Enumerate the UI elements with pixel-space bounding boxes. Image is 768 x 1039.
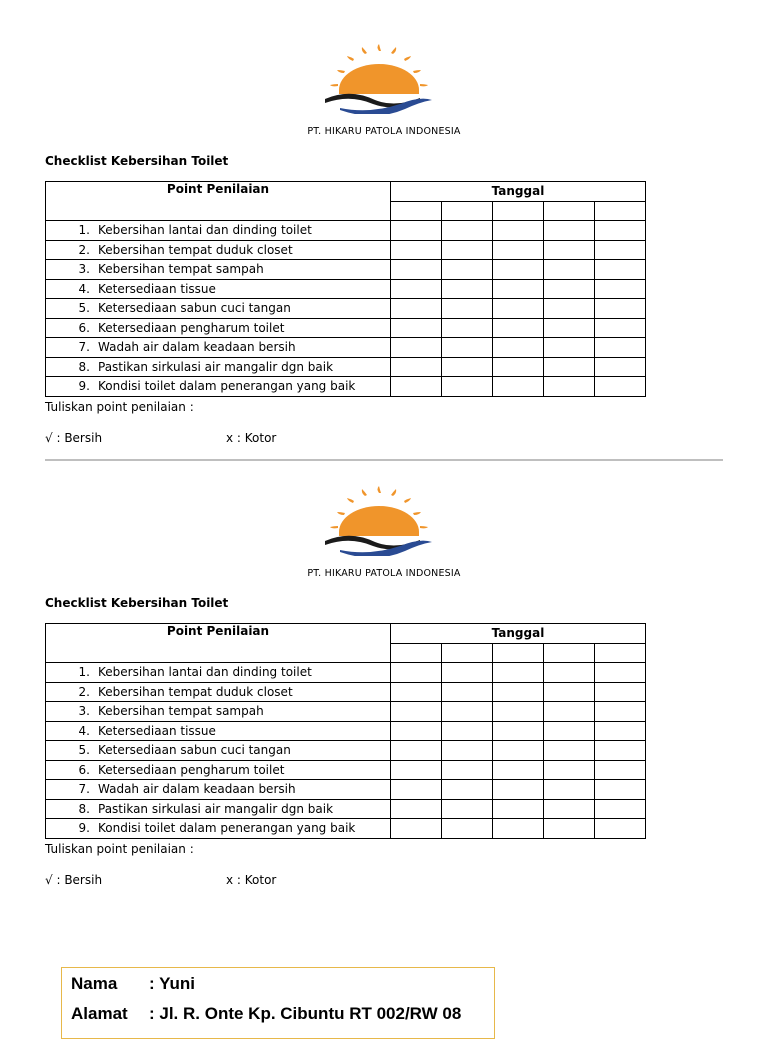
check-cell[interactable] [391,221,442,241]
table-row [46,702,646,722]
item-number: 3. [78,262,90,277]
legend-dirty: x : Kotor [226,431,277,445]
header-date: Tanggal [391,624,646,644]
check-cell[interactable] [391,338,442,358]
check-cell[interactable] [544,377,595,397]
item-number: 1. [78,223,90,238]
legend-dirty: x : Kotor [226,873,277,887]
check-cell[interactable] [442,299,493,319]
check-cell[interactable] [493,819,544,839]
check-cell[interactable] [595,702,646,722]
table-row [46,357,646,377]
check-cell[interactable] [544,799,595,819]
check-cell[interactable] [391,318,442,338]
check-cell[interactable] [544,819,595,839]
item-number: 2. [78,242,90,257]
table-row [46,338,646,358]
check-cell[interactable] [595,799,646,819]
date-cell[interactable] [595,201,646,221]
table-row [46,780,646,800]
checklist-table [45,623,646,839]
check-cell[interactable] [493,377,544,397]
table-row [46,682,646,702]
check-cell[interactable] [595,357,646,377]
check-cell[interactable] [442,221,493,241]
stamp-address-row [71,1004,461,1024]
checklist-title: Checklist Kebersihan Toilet [45,596,229,610]
check-cell[interactable] [391,702,442,722]
table-row [46,240,646,260]
check-cell[interactable] [442,819,493,839]
stamp-address-value: : Jl. R. Onte Kp. Cibuntu RT 002/RW 08 [149,1004,462,1023]
check-cell[interactable] [493,240,544,260]
stamp-name-key: Nama [71,974,118,993]
check-cell[interactable] [391,663,442,683]
item-label: Kondisi toilet dalam penerangan yang baik [98,821,356,836]
table-row [46,741,646,761]
check-cell[interactable] [442,702,493,722]
check-cell[interactable] [595,682,646,702]
sun-wave-logo-icon [320,44,438,114]
checklist-table [45,181,646,397]
item-label: Kebersihan lantai dan dinding toilet [98,665,312,680]
check-cell[interactable] [391,760,442,780]
item-label: Kebersihan tempat duduk closet [98,242,293,257]
check-cell[interactable] [544,299,595,319]
header-date: Tanggal [391,182,646,202]
check-cell[interactable] [544,357,595,377]
item-number: 8. [78,359,90,374]
item-number: 6. [78,320,90,335]
check-cell[interactable] [493,318,544,338]
check-cell[interactable] [544,279,595,299]
item-number: 5. [78,743,90,758]
item-label: Ketersediaan tissue [98,281,216,296]
item-label: Ketersediaan tissue [98,723,216,738]
item-number: 9. [78,821,90,836]
check-cell[interactable] [493,760,544,780]
item-label: Pastikan sirkulasi air mangalir dgn baik [98,359,334,374]
item-number: 7. [78,340,90,355]
table-row [46,721,646,741]
check-cell[interactable] [391,682,442,702]
table-row [46,279,646,299]
date-cell[interactable] [544,643,595,663]
check-cell[interactable] [442,377,493,397]
item-number: 1. [78,665,90,680]
check-cell[interactable] [493,260,544,280]
check-cell[interactable] [493,338,544,358]
check-cell[interactable] [493,799,544,819]
item-number: 7. [78,782,90,797]
item-label: Ketersediaan sabun cuci tangan [98,301,291,316]
check-cell[interactable] [391,260,442,280]
check-cell[interactable] [391,299,442,319]
check-cell[interactable] [544,260,595,280]
check-cell[interactable] [391,819,442,839]
item-label: Kebersihan tempat sampah [98,262,264,277]
item-label: Kebersihan tempat sampah [98,704,264,719]
item-number: 4. [78,723,90,738]
item-label: Wadah air dalam keadaan bersih [98,782,296,797]
item-number: 4. [78,281,90,296]
check-cell[interactable] [442,799,493,819]
date-cell[interactable] [442,201,493,221]
item-label: Ketersediaan pengharum toilet [98,762,285,777]
check-cell[interactable] [544,663,595,683]
check-cell[interactable] [391,240,442,260]
stamp-name-value: : Yuni [149,974,195,993]
check-cell[interactable] [391,780,442,800]
item-number: 2. [78,684,90,699]
check-cell[interactable] [391,799,442,819]
date-cell[interactable] [391,643,442,663]
check-cell[interactable] [595,299,646,319]
item-number: 5. [78,301,90,316]
table-row [46,299,646,319]
table-row [46,377,646,397]
table-row [46,819,646,839]
instruction-text: Tuliskan point penilaian : [45,842,194,856]
date-cell[interactable] [391,201,442,221]
check-cell[interactable] [442,318,493,338]
check-cell[interactable] [493,682,544,702]
check-cell[interactable] [493,299,544,319]
instruction-text: Tuliskan point penilaian : [45,400,194,414]
check-cell[interactable] [544,741,595,761]
check-cell[interactable] [595,819,646,839]
checklist-section-1 [0,0,768,445]
check-cell[interactable] [493,221,544,241]
check-cell[interactable] [595,760,646,780]
check-cell[interactable] [544,760,595,780]
item-label: Wadah air dalam keadaan bersih [98,340,296,355]
table-row [46,663,646,683]
check-cell[interactable] [442,780,493,800]
item-number: 3. [78,704,90,719]
check-cell[interactable] [544,318,595,338]
check-cell[interactable] [493,663,544,683]
item-number: 6. [78,762,90,777]
check-cell[interactable] [493,721,544,741]
date-cell[interactable] [544,201,595,221]
item-label: Kondisi toilet dalam penerangan yang baik [98,379,356,394]
check-cell[interactable] [595,780,646,800]
check-cell[interactable] [442,682,493,702]
legend-clean: √ : Bersih [45,873,103,887]
stamp-address-key: Alamat [71,1004,128,1023]
date-cell[interactable] [493,643,544,663]
header-point: Point Penilaian [46,624,391,663]
item-label: Kebersihan tempat duduk closet [98,684,293,699]
check-cell[interactable] [544,721,595,741]
check-cell[interactable] [595,377,646,397]
sun-wave-logo-icon [320,486,438,556]
check-cell[interactable] [391,377,442,397]
check-cell[interactable] [544,702,595,722]
check-cell[interactable] [442,663,493,683]
check-cell[interactable] [493,357,544,377]
check-cell[interactable] [595,741,646,761]
check-cell[interactable] [595,318,646,338]
check-cell[interactable] [442,260,493,280]
check-cell[interactable] [595,240,646,260]
uploader-stamp [61,967,495,1039]
check-cell[interactable] [442,279,493,299]
date-cell[interactable] [595,643,646,663]
check-cell[interactable] [442,721,493,741]
item-label: Ketersediaan pengharum toilet [98,320,285,335]
check-cell[interactable] [544,240,595,260]
check-cell[interactable] [544,682,595,702]
check-cell[interactable] [391,721,442,741]
item-label: Kebersihan lantai dan dinding toilet [98,223,312,238]
checklist-title: Checklist Kebersihan Toilet [45,154,229,168]
check-cell[interactable] [595,663,646,683]
checklist-section-2 [0,442,768,887]
check-cell[interactable] [442,357,493,377]
date-cell[interactable] [493,201,544,221]
table-row [46,760,646,780]
check-cell[interactable] [442,760,493,780]
check-cell[interactable] [493,780,544,800]
stamp-name-row [71,974,195,994]
table-row [46,221,646,241]
check-cell[interactable] [595,221,646,241]
table-row [46,318,646,338]
check-cell[interactable] [595,721,646,741]
company-name: PT. HIKARU PATOLA INDONESIA [307,568,461,579]
check-cell[interactable] [391,741,442,761]
check-cell[interactable] [595,279,646,299]
check-cell[interactable] [493,702,544,722]
item-label: Ketersediaan sabun cuci tangan [98,743,291,758]
check-cell[interactable] [442,338,493,358]
table-row [46,260,646,280]
check-cell[interactable] [544,338,595,358]
header-point: Point Penilaian [46,182,391,221]
check-cell[interactable] [493,741,544,761]
check-cell[interactable] [595,338,646,358]
check-cell[interactable] [544,780,595,800]
date-cell[interactable] [442,643,493,663]
item-label: Pastikan sirkulasi air mangalir dgn baik [98,801,334,816]
item-number: 8. [78,801,90,816]
check-cell[interactable] [391,357,442,377]
check-cell[interactable] [442,741,493,761]
company-name: PT. HIKARU PATOLA INDONESIA [307,126,461,137]
check-cell[interactable] [493,279,544,299]
check-cell[interactable] [595,260,646,280]
check-cell[interactable] [544,221,595,241]
item-number: 9. [78,379,90,394]
legend-clean: √ : Bersih [45,431,103,445]
table-row [46,799,646,819]
check-cell[interactable] [442,240,493,260]
check-cell[interactable] [391,279,442,299]
